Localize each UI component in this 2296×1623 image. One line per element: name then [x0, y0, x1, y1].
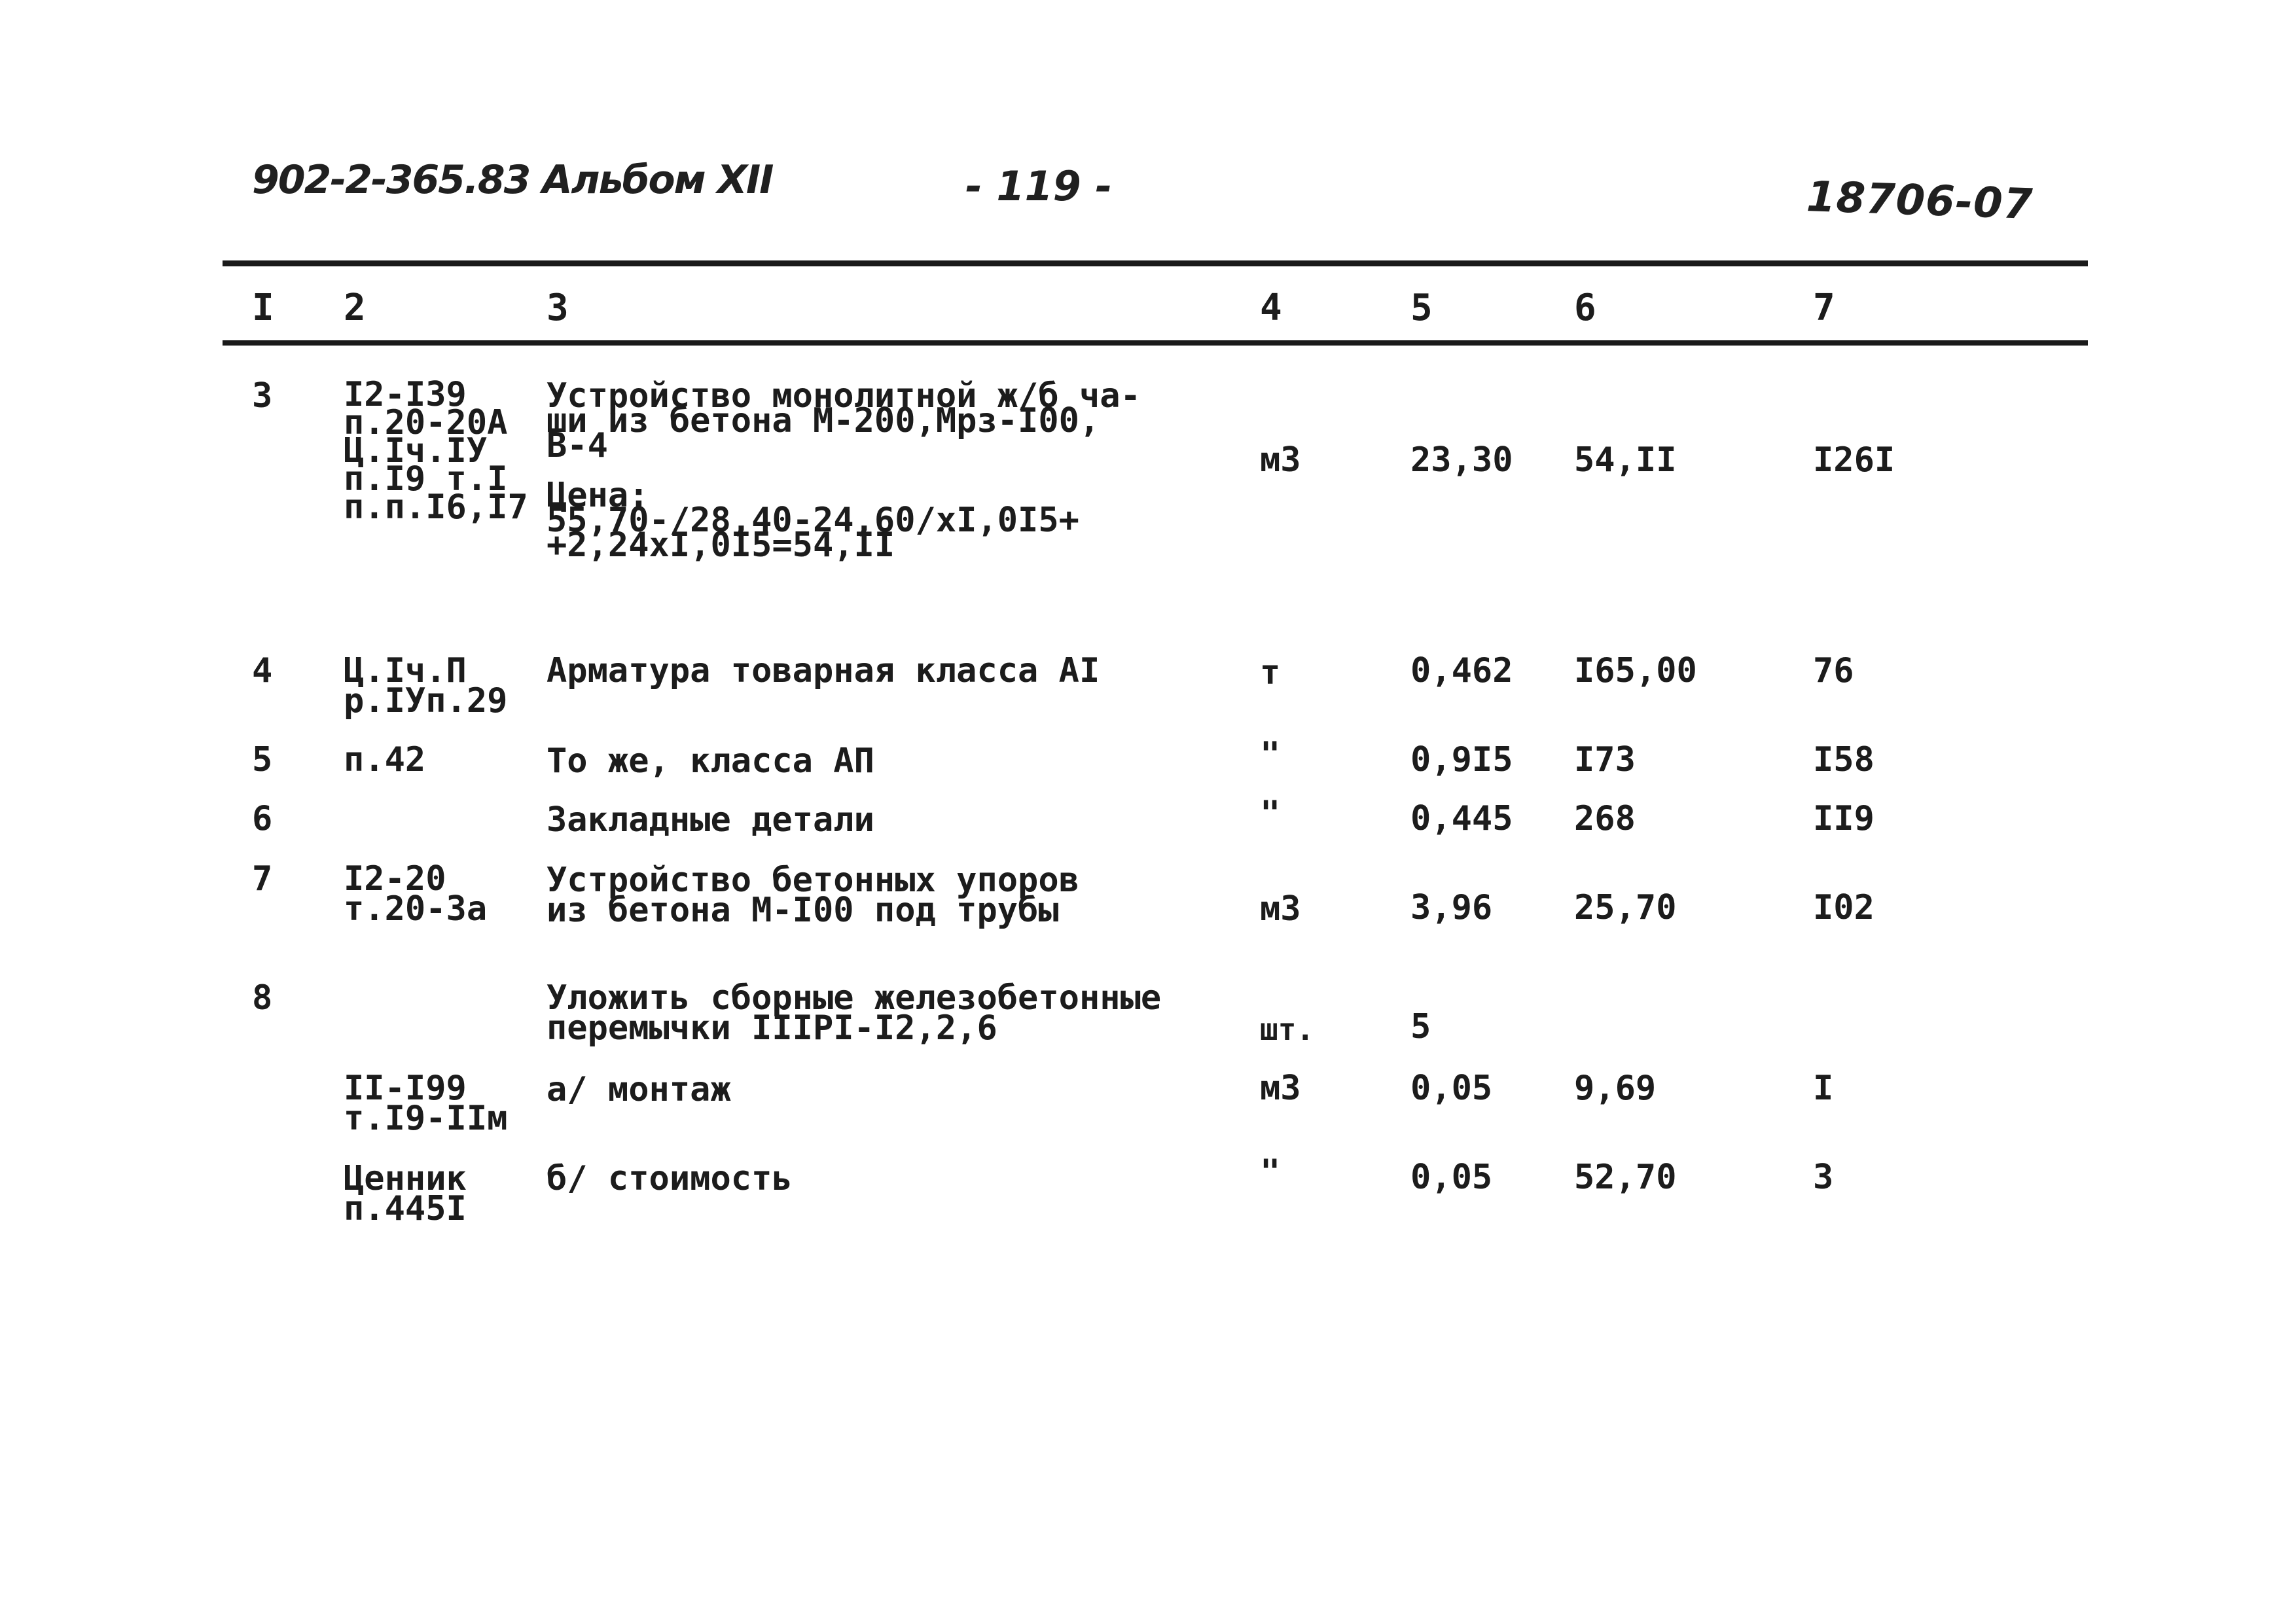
- unit-price: I65,00: [1574, 651, 1697, 690]
- work-description: б/ стоимость: [547, 1159, 793, 1198]
- unit-price: 52,70: [1574, 1158, 1677, 1197]
- table-header-rule: [223, 340, 2088, 346]
- total-cost: 3: [1813, 1158, 1834, 1197]
- column-header-4: 4: [1260, 287, 1282, 329]
- quantity: 0,05: [1410, 1069, 1493, 1108]
- norm-reference: I2-20 т.20-3а: [344, 859, 488, 929]
- unit-price: 9,69: [1574, 1069, 1657, 1108]
- quantity: 23,30: [1410, 440, 1513, 480]
- unit: ": [1260, 1152, 1281, 1192]
- total-cost: I58: [1813, 740, 1874, 779]
- quantity: 3,96: [1410, 888, 1493, 927]
- unit: м3: [1260, 1069, 1301, 1108]
- row-number: 3: [252, 376, 273, 416]
- unit: м3: [1260, 889, 1301, 929]
- archive-number: 18706-07: [1805, 172, 2034, 230]
- column-header-1: I: [252, 287, 274, 329]
- unit-price: I73: [1574, 740, 1636, 779]
- column-header-2: 2: [344, 287, 366, 329]
- page-number: - 119 -: [965, 162, 1113, 210]
- column-header-5: 5: [1410, 287, 1433, 329]
- norm-reference: I2-I39 п.20-20А Ц.Iч.IУ п.I9 т.I п.п.I6,I7: [344, 375, 528, 527]
- quantity: 0,445: [1410, 799, 1513, 838]
- quantity: 5: [1410, 1007, 1431, 1046]
- table-top-rule: [223, 260, 2088, 266]
- work-description: Устройство бетонных упоров из бетона М-I00 под трубы: [547, 861, 1079, 930]
- unit-price: 54,II: [1574, 440, 1677, 480]
- quantity: 0,05: [1410, 1158, 1493, 1197]
- work-description: Закладные детали: [547, 800, 874, 840]
- row-number: 6: [252, 799, 273, 838]
- unit-price: 268: [1574, 799, 1636, 838]
- quantity: 0,462: [1410, 651, 1513, 690]
- total-cost: I: [1813, 1069, 1834, 1108]
- work-description: Устройство монолитной ж/б ча- ши из бетона М-200,Мрз-I00, В-4 Цена: 55,70-/28,40-24,60/хI,0I5+ +2,24хI,0I5=54,II: [547, 376, 1141, 565]
- unit: т: [1260, 653, 1281, 692]
- total-cost: II9: [1813, 799, 1874, 838]
- norm-reference: Ц.Iч.П р.IУп.29: [344, 651, 508, 721]
- column-header-6: 6: [1574, 287, 1596, 329]
- unit: ": [1260, 735, 1281, 774]
- unit-price: 25,70: [1574, 888, 1677, 927]
- row-number: 7: [252, 859, 273, 899]
- unit: ": [1260, 794, 1281, 833]
- row-number: 8: [252, 978, 273, 1018]
- work-description: То же, класса АП: [547, 741, 874, 781]
- total-cost: 76: [1813, 651, 1854, 690]
- row-number: 5: [252, 740, 273, 779]
- total-cost: I02: [1813, 888, 1874, 927]
- norm-reference: II-I99 т.I9-IIм: [344, 1069, 508, 1138]
- document-code: 902-2-365.83 Альбом XII: [252, 157, 773, 203]
- work-description: Уложить сборные железобетонные перемычки IIIPI-I2,2,6: [547, 978, 1162, 1048]
- row-number: 4: [252, 651, 273, 690]
- work-description: Арматура товарная класса АI: [547, 651, 1100, 690]
- norm-reference: п.42: [344, 740, 426, 779]
- column-header-3: 3: [547, 287, 569, 329]
- work-description: а/ монтаж: [547, 1070, 731, 1109]
- unit: шт.: [1260, 1012, 1315, 1047]
- quantity: 0,9I5: [1410, 740, 1513, 779]
- unit: м3: [1260, 440, 1301, 480]
- total-cost: I26I: [1813, 440, 1895, 480]
- norm-reference: Ценник п.445I: [344, 1159, 467, 1228]
- column-header-7: 7: [1813, 287, 1835, 329]
